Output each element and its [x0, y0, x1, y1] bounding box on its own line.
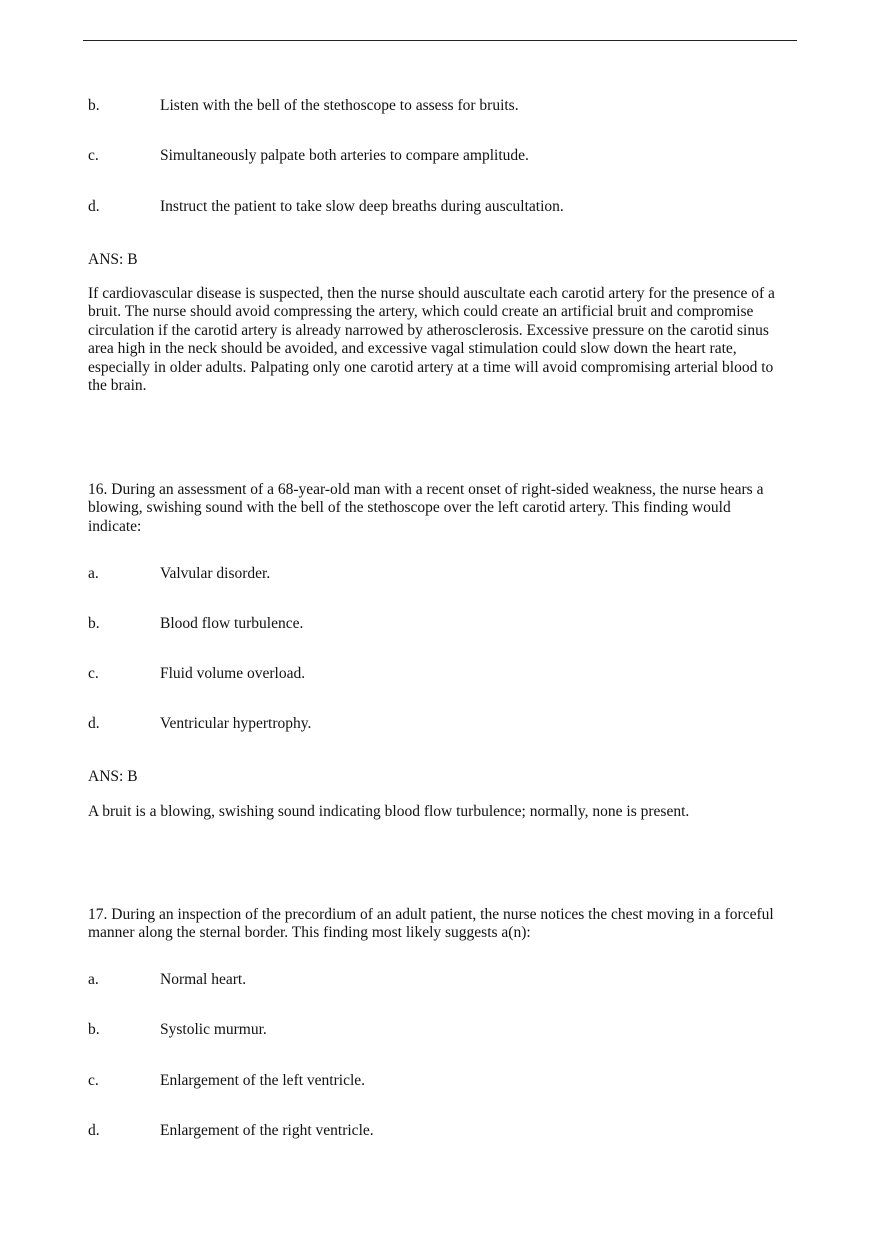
option-text: Enlargement of the right ventricle. [160, 1122, 374, 1139]
question-stem-line: indicate: [88, 517, 142, 535]
question-stem-line: 16. During an assessment of a 68-year-old man with a recent onset of right-sided weakness, the nurse hears a [88, 481, 764, 498]
option-text: Simultaneously palpate both arteries to compare amplitude. [160, 147, 529, 164]
option-letter: b. [88, 615, 100, 632]
option-text: Instruct the patient to take slow deep breaths during auscultation. [160, 198, 564, 215]
option-text: Listen with the bell of the stethoscope to assess for bruits. [160, 97, 519, 114]
question-stem-line: blowing, swishing sound with the bell of the stethoscope over the left carotid artery. This finding would [88, 499, 731, 517]
rationale-line: bruit. The nurse should avoid compressing the artery, which could create an artificial bruit and compromise [88, 303, 754, 321]
option-text: Systolic murmur. [160, 1021, 267, 1038]
option-letter: d. [88, 1122, 100, 1139]
option-text: Normal heart. [160, 971, 247, 988]
option-letter: a. [88, 565, 99, 582]
option-text: Enlargement of the left ventricle. [160, 1072, 366, 1089]
option-text: Valvular disorder. [160, 565, 271, 582]
question-16-stem [88, 481, 800, 536]
question-stem-line: 17. During an inspection of the precordium of an adult patient, the nurse notices the chest moving in a forceful [88, 906, 774, 923]
option-letter: c. [88, 147, 99, 164]
rationale-line: area high in the neck should be avoided, and excessive vagal stimulation could slow down the heart rate, [88, 340, 737, 358]
option-text: Ventricular hypertrophy. [160, 715, 312, 732]
rationale-paragraph [88, 285, 800, 395]
option-text: Blood flow turbulence. [160, 615, 304, 632]
question-17-stem [88, 906, 800, 943]
option-letter: a. [88, 971, 99, 988]
question-stem-line: manner along the sternal border. This finding most likely suggests a(n): [88, 924, 531, 942]
rationale-line: circulation if the carotid artery is already narrowed by atherosclerosis. Excessive pressure on the carotid sinus [88, 321, 769, 339]
option-letter: d. [88, 715, 100, 732]
rationale-line: If cardiovascular disease is suspected, then the nurse should auscultate each carotid artery for the presence of a [88, 285, 775, 302]
rationale-line: the brain. [88, 377, 147, 395]
option-letter: b. [88, 97, 100, 114]
option-letter: b. [88, 1021, 100, 1038]
answer-key: ANS: B [88, 251, 138, 268]
option-letter: c. [88, 1072, 99, 1089]
option-text: Fluid volume overload. [160, 665, 306, 682]
answer-key: ANS: B [88, 768, 138, 785]
option-letter: c. [88, 665, 99, 682]
rationale-paragraph [88, 803, 800, 821]
rationale-line: A bruit is a blowing, swishing sound indicating blood flow turbulence; normally, none is present. [88, 803, 690, 820]
rationale-line: especially in older adults. Palpating only one carotid artery at a time will avoid compromising arterial blood to [88, 358, 774, 376]
option-letter: d. [88, 198, 100, 215]
header-rule [83, 40, 797, 41]
